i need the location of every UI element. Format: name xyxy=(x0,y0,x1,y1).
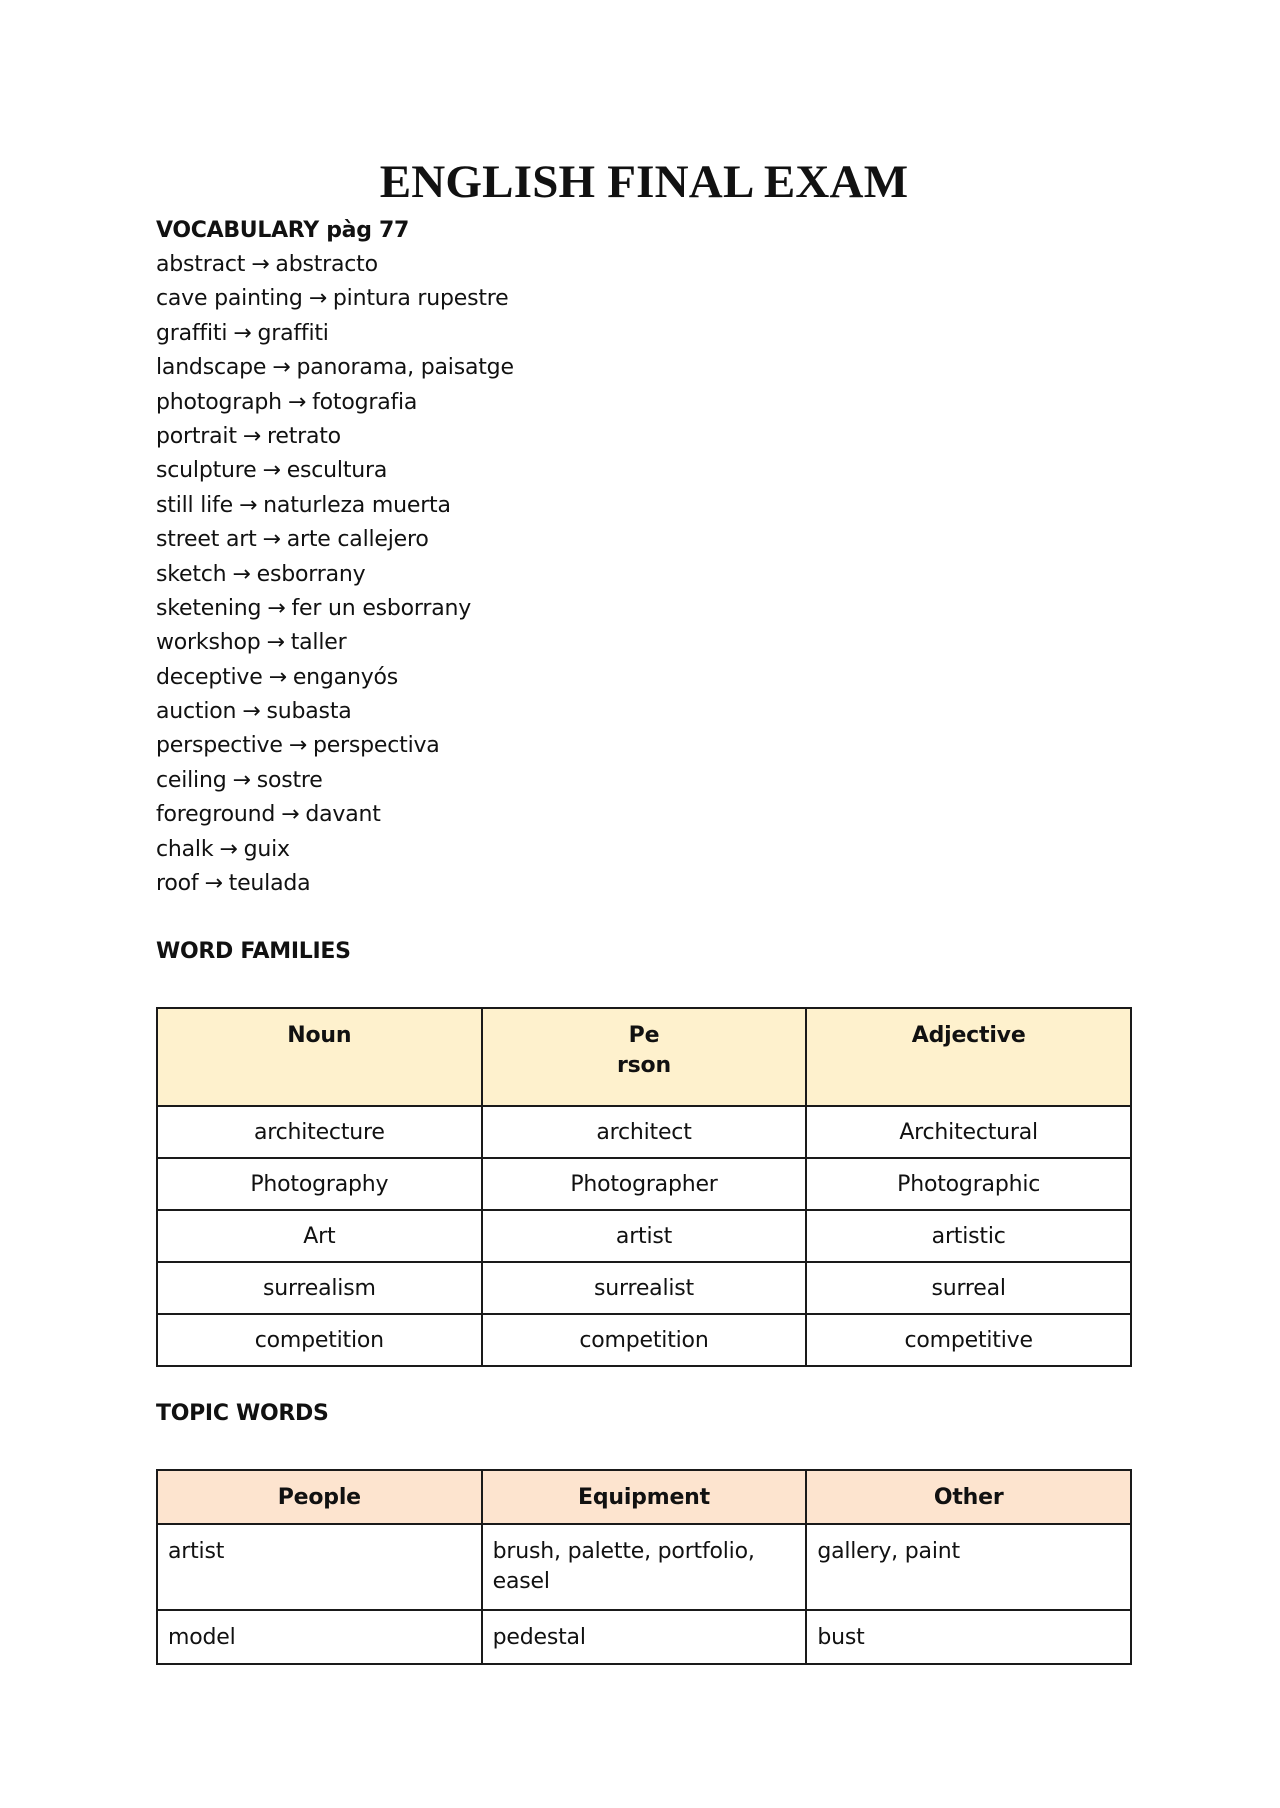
vocab-item xyxy=(156,558,1132,592)
vocab-term: cave painting xyxy=(156,286,303,312)
arrow-right-icon: → xyxy=(272,355,291,381)
table-cell: Photography xyxy=(157,1158,482,1210)
table-cell: artist xyxy=(482,1210,807,1262)
vocab-term: graffiti xyxy=(156,320,228,346)
vocab-item xyxy=(156,867,1132,901)
arrow-right-icon: → xyxy=(238,492,258,518)
arrow-right-icon: → xyxy=(233,320,252,346)
vocab-translation: panorama, paisatge xyxy=(296,355,514,381)
vocab-item xyxy=(156,420,1132,454)
table-row xyxy=(157,1210,1131,1262)
vocab-translation: perspectiva xyxy=(312,733,440,759)
table-cell: Photographer xyxy=(482,1158,807,1210)
arrow-right-icon: → xyxy=(219,836,238,862)
table-cell: competition xyxy=(482,1314,807,1366)
topic-words-heading: TOPIC WORDS xyxy=(156,1401,329,1427)
table-cell: Architectural xyxy=(806,1106,1131,1158)
table-cell: competition xyxy=(157,1314,482,1366)
table-row xyxy=(157,1314,1131,1366)
vocab-term: auction xyxy=(156,699,237,725)
table-cell: architecture xyxy=(157,1106,482,1158)
arrow-right-icon: → xyxy=(242,423,261,449)
people-column-header: People xyxy=(157,1470,482,1524)
table-row xyxy=(157,1524,1131,1610)
vocab-item xyxy=(156,695,1132,729)
vocab-translation: naturleza muerta xyxy=(263,492,451,518)
vocab-translation: graffiti xyxy=(257,320,329,346)
arrow-right-icon: → xyxy=(262,527,281,553)
table-cell: competitive xyxy=(806,1314,1131,1366)
arrow-right-icon: → xyxy=(204,871,223,897)
vocab-term: abstract xyxy=(156,252,246,277)
vocab-translation: abstracto xyxy=(275,252,378,277)
word-families-header-row xyxy=(157,1008,1131,1106)
vocab-item xyxy=(156,729,1132,763)
table-cell: architect xyxy=(482,1106,807,1158)
arrow-right-icon: → xyxy=(267,595,286,621)
arrow-right-icon: → xyxy=(242,699,261,725)
vocab-translation: teulada xyxy=(228,871,311,897)
vocab-translation: escultura xyxy=(286,458,388,484)
vocab-term: chalk xyxy=(156,836,214,862)
vocab-term: street art xyxy=(156,527,257,553)
vocabulary-list xyxy=(156,248,1132,901)
vocab-translation: retrato xyxy=(267,423,341,449)
vocab-translation: sostre xyxy=(256,767,323,793)
table-cell: Photographic xyxy=(806,1158,1131,1210)
topic-words-table xyxy=(156,1469,1132,1665)
vocab-translation: fotografia xyxy=(312,389,418,415)
arrow-right-icon: → xyxy=(262,458,281,484)
arrow-right-icon: → xyxy=(232,561,251,587)
arrow-right-icon: → xyxy=(268,664,287,690)
vocab-term: sculpture xyxy=(156,458,257,484)
exam-page xyxy=(156,150,1132,1665)
word-families-heading: WORD FAMILIES xyxy=(156,939,351,965)
vocab-translation: enganyós xyxy=(292,664,399,690)
arrow-right-icon: → xyxy=(251,252,270,277)
adjective-column-header: Adjective xyxy=(806,1008,1131,1106)
vocab-term: workshop xyxy=(156,630,261,656)
vocab-term: portrait xyxy=(156,423,237,449)
vocab-translation: subasta xyxy=(266,699,352,725)
vocab-item xyxy=(156,317,1132,351)
vocab-term: perspective xyxy=(156,733,283,759)
person-header-part1: Pe xyxy=(628,1023,660,1049)
arrow-right-icon: → xyxy=(308,286,327,312)
vocab-item xyxy=(156,386,1132,420)
arrow-right-icon: → xyxy=(288,733,307,759)
page-title: ENGLISH FINAL EXAM xyxy=(379,156,909,208)
vocab-item xyxy=(156,592,1132,626)
table-cell: surrealist xyxy=(482,1262,807,1314)
vocab-term: still life xyxy=(156,492,233,518)
table-cell: model xyxy=(157,1610,482,1664)
other-column-header: Other xyxy=(806,1470,1131,1524)
table-cell: artistic xyxy=(806,1210,1131,1262)
topic-words-header-row xyxy=(157,1470,1131,1524)
vocab-term: landscape xyxy=(156,355,267,381)
table-row xyxy=(157,1106,1131,1158)
person-column-header xyxy=(482,1008,807,1106)
vocab-term: roof xyxy=(156,871,199,897)
table-cell: bust xyxy=(806,1610,1131,1664)
vocab-item xyxy=(156,626,1132,660)
arrow-right-icon: → xyxy=(232,767,251,793)
vocab-item xyxy=(156,454,1132,488)
equipment-column-header: Equipment xyxy=(482,1470,807,1524)
vocab-item xyxy=(156,523,1132,557)
table-cell: Art xyxy=(157,1210,482,1262)
table-cell: artist xyxy=(157,1524,482,1610)
vocab-term: ceiling xyxy=(156,767,227,793)
vocab-item xyxy=(156,489,1132,523)
vocab-translation: arte callejero xyxy=(286,527,429,553)
vocab-translation: pintura rupestre xyxy=(332,286,509,312)
table-row xyxy=(157,1262,1131,1314)
table-cell: brush, palette, portfolio, easel xyxy=(482,1524,807,1610)
vocab-translation: taller xyxy=(290,630,347,656)
table-cell: pedestal xyxy=(482,1610,807,1664)
vocab-item xyxy=(156,661,1132,695)
vocab-translation: guix xyxy=(243,836,290,862)
vocab-term: sketening xyxy=(156,595,262,621)
table-cell: surreal xyxy=(806,1262,1131,1314)
table-cell: surrealism xyxy=(157,1262,482,1314)
noun-column-header: Noun xyxy=(157,1008,482,1106)
vocab-item xyxy=(156,764,1132,798)
vocab-term: photograph xyxy=(156,389,282,415)
arrow-right-icon: → xyxy=(287,389,307,415)
arrow-right-icon: → xyxy=(266,630,285,656)
vocab-item xyxy=(156,833,1132,867)
arrow-right-icon: → xyxy=(281,802,300,828)
table-row xyxy=(157,1610,1131,1664)
vocab-translation: fer un esborrany xyxy=(291,595,472,621)
vocab-term: sketch xyxy=(156,561,227,587)
vocab-item xyxy=(156,798,1132,832)
vocab-item xyxy=(156,282,1132,316)
vocab-translation: davant xyxy=(305,802,381,828)
vocab-translation: esborrany xyxy=(256,561,366,587)
table-cell: gallery, paint xyxy=(806,1524,1131,1610)
vocabulary-heading: VOCABULARY pàg 77 xyxy=(156,218,410,243)
table-row xyxy=(157,1158,1131,1210)
vocab-item xyxy=(156,351,1132,385)
vocab-term: deceptive xyxy=(156,664,263,690)
word-families-table xyxy=(156,1007,1132,1367)
vocab-item xyxy=(156,248,1132,282)
vocab-term: foreground xyxy=(156,802,276,828)
person-header-part2: rson xyxy=(617,1053,671,1079)
